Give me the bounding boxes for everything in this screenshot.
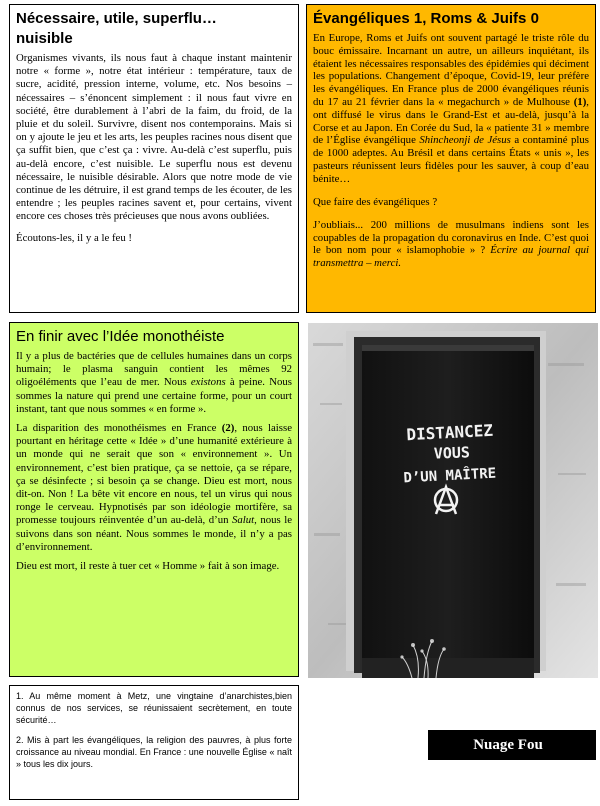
article-necessaire <box>9 4 299 313</box>
text-run: J’oubliais... 200 millions de musulmans indiens sont les coupables de la propagation du coronavirus en Inde. C’est quoi le bon nom pour « islamophobie » ? <box>313 218 589 257</box>
footnote-1: 1. Au même moment à Metz, une vingtaine d’anarchistes,bien connus de nos services, se réunissaient secrètement, en toute sécurité… <box>16 691 292 725</box>
paragraph: Dieu est mort, il reste à tuer cet « Homme » fait à son image. <box>16 560 280 573</box>
article-monotheiste <box>9 322 299 677</box>
text-run: La disparition des monothéismes en France <box>16 422 222 435</box>
paragraph: Écoutons-les, il y a le feu ! <box>16 231 133 244</box>
italic-word: existons <box>190 376 226 389</box>
paragraph <box>313 32 589 186</box>
paragraph: Organismes vivants, ils nous faut à chaque instant maintenir notre « forme », notre état intérieur : température, taux de sucre, acidité, pression interne, volume, etc. Nos besoins – nécessaires – s’énoncent simplement : il nous faut vivre en société, être durablement à l’abri de la faim, du froid, de la pluie et du soleil. Survivre, disent nos contemporains. Mais si on y ajoute le jeu et les arts, les peuples racines nous disent que ça suffit bien, que c’est ça : vivre. Au-delà c’est superflu, puis au-delà encore, c’est nuisible. Le superflu nous est devenu nécessaire, le nuisible désirable. Alors que notre mode de vie continue de les détruire, il est grand temps de les écouter, de les entendre ; les peuples racines savent et, pour certains, vivent encore ces choses très précieuses que nous avons oubliées. <box>16 52 292 223</box>
door-photo <box>308 323 598 678</box>
title-line-2: nuisible <box>16 30 73 47</box>
article-evangeliques <box>306 4 596 313</box>
church-name: Shincheonji de Jésus <box>419 134 511 147</box>
paragraph <box>16 350 292 416</box>
signature-text: Nuage Fou <box>473 737 543 753</box>
italic-word: Salut <box>231 514 255 527</box>
door-graffiti-image <box>308 323 598 678</box>
signature-badge <box>428 730 596 760</box>
paragraph <box>313 219 589 270</box>
paragraph <box>16 422 292 554</box>
article-title: En finir avec l’Idée monothéiste <box>16 328 225 345</box>
text-run: à peine. Nous sommes la nature qui prend une certaine forme, pour un court instant, tant que nous sommes « en forme ». <box>16 376 292 415</box>
text-run: , nous laisse pourtant en héritage cette « Idée » d’une humanité extérieure à un monde qui ne serait que son « environnement ». Un environnement, c’est bien pratique, ça se nettoie, ça se répare, ça se désinfecte ; si besoin ça se change. Dieu est mort, nous dit-on. Non ! La bête vit encore en nous, tel un virus qui nous ronge le cerveau. Hypnotisés par son idéologie mortifère, sa promesse toujours réinventée d’un au-delà, d’un <box>16 422 292 527</box>
text-run: , ont diffusé le virus dans le Grand-Est et au-delà, jusqu’à la Corse et au Japon. En Corée du Sud, la « patiente 31 » membre de l’Église évangélique <box>313 95 589 147</box>
article-title <box>16 9 292 49</box>
text-run: Il y a plus de bactéries que de cellules humaines dans un corps humain; le plasma sanguin contient les mêmes 92 oligoéléments que l’eau de mer. Nous <box>16 350 292 389</box>
footnote-ref: (1) <box>573 95 587 108</box>
graffiti-line-3: D’UN MAÎTRE <box>403 465 497 487</box>
graffiti-line-2: VOUS <box>433 443 471 463</box>
graffiti-line-1: DISTANCEZ <box>405 420 494 445</box>
text-run: a contaminé plus de 1000 adeptes. Au Brésil et dans certains États « unis », les pasteurs réunissent leurs fidèles pour les sauver, à coup d’eau bénite… <box>313 134 590 185</box>
text-run: En Europe, Roms et Juifs ont souvent partagé le triste rôle du bouc émissaire. Incarnant un autre, un ailleurs inquiétant, ils étaient les nécessaires responsables des épidémies qui déciment les populations. Changement d’époque, Covid-19, leur préfère les évangéliques. En France plus de 2000 évangéliques réunis du 17 au 21 février dans la « megachurch » de Mulhouse <box>313 32 589 108</box>
article-title: Évangéliques 1, Roms & Juifs 0 <box>313 10 539 27</box>
title-line-1: Nécessaire, utile, superflu… <box>16 10 217 27</box>
paragraph: Que faire des évangéliques ? <box>313 195 438 208</box>
italic-note: Écrire au journal qui transmettra – merci. <box>313 244 589 270</box>
footnotes <box>9 685 299 800</box>
footnote-2: 2. Mis à part les évangéliques, la religion des pauvres, à plus forte croissance au niveau mondial. En France : une nouvelle Église « naît » tous les dix jours. <box>16 735 292 769</box>
footnote-ref: (2) <box>221 422 235 435</box>
text-run: , nous le suivons dans son néant. Nous sommes le monde, il n’y a pas d’environnement. <box>16 514 292 553</box>
